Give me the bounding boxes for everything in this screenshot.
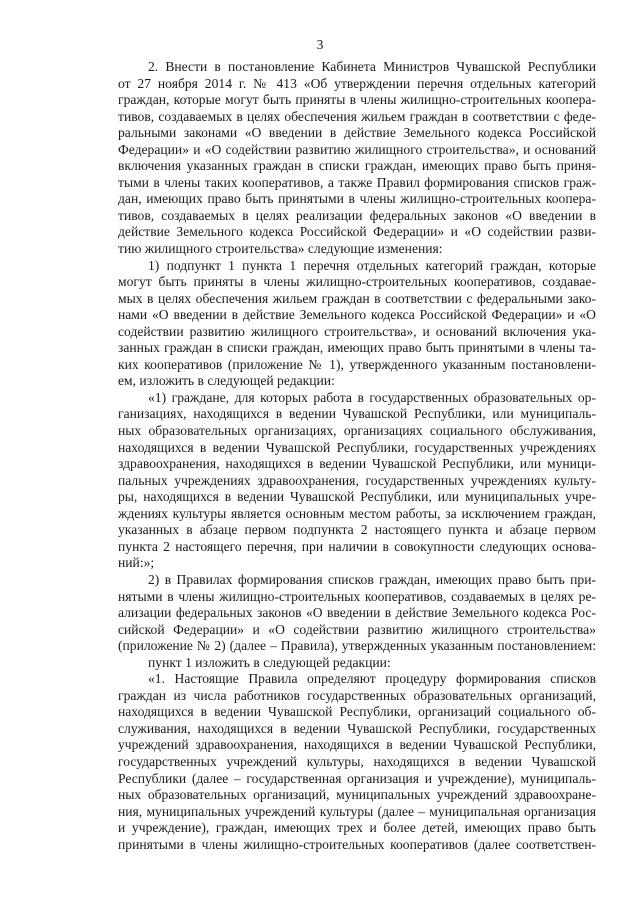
text-line: мых в целях обеспечения жильем граждан в соответствии с федеральными зако- [118,290,596,306]
text-line: ждениях культуры является основным местом работы, за исключением граждан, [118,505,596,521]
text-line: ния, муниципальных учреждений культуры (далее – муниципальная организация [118,803,596,819]
text-line: могут быть приняты в члены жилищно-строительных кооперативов, создавае- [118,274,596,290]
text-line: тыми в члены таких кооперативов, а также Правил формирования списков граж- [118,174,596,190]
text-line: нятыми в члены жилищно-строительных кооперативов, создаваемых в целях ре- [118,588,596,604]
text-line: «1. Настоящие Правила определяют процедуру формирования списков [148,671,596,687]
page-number: 3 [316,37,324,52]
text-line: граждан, которые могут быть приняты в члены жилищно-строительных коопера- [118,92,596,108]
text-line: дан, имеющих право быть принятыми в члены жилищно-строительных коопера- [118,191,596,207]
text-line: сийской Федерации» и «О содействии развитию жилищного строительства» [118,621,596,637]
text-line: тивов, создаваемых в целях обеспечения жильем граждан в соответствии с феде- [118,108,596,124]
text-line: здравоохранения, находящихся в ведении Чувашской Республики, или муници- [118,456,596,472]
text-line: находящихся в ведении Чувашской Республики, государственных учреждениях [118,439,596,455]
text-line: граждан из числа работников государственных образовательных организаций, [118,687,596,703]
text-line: и учреждение), граждан, имеющих трех и более детей, имеющих право быть [118,820,596,836]
text-line: содействии развитию жилищного строительства», и оснований включения ука- [118,323,596,339]
text-line: ализации федеральных законов «О введении в действие Земельного кодекса Рос- [118,605,596,621]
text-line: от 27 ноября 2014 г. № 413 «Об утверждении перечня отдельных категорий [118,75,596,91]
text-line: Федерации» и «О содействии развитию жилищного строительства», и оснований [118,141,596,157]
text-line: тивов, создаваемых в целях реализации федеральных законов «О введении в [118,207,596,223]
text-line: 1) подпункт 1 пункта 1 перечня отдельных категорий граждан, которые [148,257,596,273]
text-line: 2. Внести в постановление Кабинета Министров Чувашской Республики [148,59,596,74]
text-line: ких кооперативов (приложение № 1), утвержденного указанным постановлени- [118,356,596,372]
text-line: ем, изложить в следующей редакции: [118,373,335,389]
text-line: ных образовательных организациях, организациях социального обслуживания, [118,423,596,439]
text-line: включения указанных граждан в списки граждан, имеющих право быть приня- [118,158,596,174]
text-line: служивания, находящихся в ведении Чувашской Республики, государственных [118,720,596,736]
text-line: действие Земельного кодекса Российской Федерации» и «О содействии разви- [118,224,596,240]
body-text [118,59,596,853]
text-line: пункт 1 изложить в следующей редакции: [148,654,391,670]
text-line: пункта 2 настоящего перечня, при наличии в совокупности следующих основа- [118,538,596,554]
text-line: нами «О введении в действие Земельного кодекса Российской Федерации» и «О [118,307,596,323]
text-line: указанных в абзаце первом подпункта 2 настоящего пункта и абзаце первом [118,522,596,538]
text-line: Республики (далее – государственная организация и учреждение), муниципаль- [118,770,596,786]
text-line: тию жилищного строительства» следующие изменения: [118,241,443,257]
text-line: ральными законами «О введении в действие Земельного кодекса Российской [118,125,596,141]
text-line: (приложение № 2) (далее – Правила), утвержденных указанным постановлением: [118,638,596,654]
text-line: пальных учреждениях здравоохранения, государственных учреждениях культу- [118,472,596,488]
text-line: «1) граждане, для которых работа в государственных образовательных ор- [148,389,596,405]
text-line: находящихся в ведении Чувашской Республики, организаций социального об- [118,704,596,720]
text-line: государственных учреждений культуры, находящихся в ведении Чувашской [118,753,596,769]
text-line: учреждений здравоохранения, находящихся в ведении Чувашской Республики, [118,737,596,753]
text-line: занных граждан в списки граждан, имеющих право быть принятыми в члены та- [118,340,596,356]
text-line: ний:»; [118,555,155,571]
text-line: ганизациях, находящихся в ведении Чувашской Республики, или муниципаль- [118,406,596,422]
text-line: ных образовательных организаций, муниципальных учреждений здравоохране- [118,787,596,803]
text-line: ры, находящихся в ведении Чувашской Республики, или муниципальных учре- [118,489,596,505]
text-line: 2) в Правилах формирования списков граждан, имеющих право быть при- [148,571,596,587]
text-line: принятыми в члены жилищно-строительных кооперативов (далее соответствен- [118,836,596,852]
